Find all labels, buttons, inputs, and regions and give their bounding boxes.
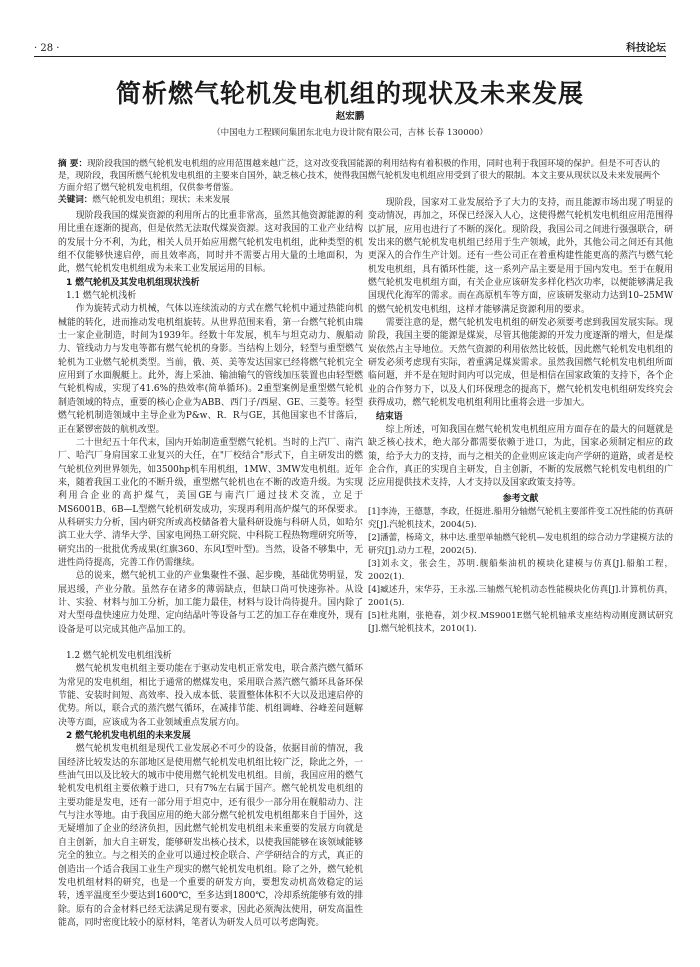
author-affiliation: （中国电力工程顾问集团东北电力设计院有限公司，吉林 长春 130000） — [212, 128, 488, 138]
abstract-text: 现阶段我国的燃气轮机发电机组的应用范围越来越广泛，这对改变我国能源的利用结构有着积极的作用，同时也利于我国环境的保护。但是不可否认的是，现阶段，我国所燃气轮机发电机组的主要来自国外，缺乏核心技术，使得我国燃气轮机发电机组应用受到了很大的限制。本文主要从现状以及未来发展两个方面介绍了燃气轮机发电机组，仅供参考借鉴。 — [58, 159, 660, 193]
reference-item: [1]李涛，王德慧，李政，任挺进.船用分轴燃气轮机主要部件变工况性能的仿真研究[J].汽轮机技术，2004(5). — [368, 506, 673, 530]
column-right — [368, 197, 673, 636]
section-1-1-paragraph-2: 二十世纪五十年代末，国内开始制造重型燃气轮机。当时的上汽厂、南汽厂、哈汽厂身肩国家工业复兴的大任，在"厂校结合"形式下，自主研发出的燃气轮机位列世界领先，如3500hp机车用机组，1MW、3MW发电机组。近年来，随着我国工业化的不断升级，重型燃气轮机也在不断的改造升级。为实现利用合企业的高护煤气，美国GE与南汽厂通过技术交流，立足于MS6001B、6B—L型燃气轮机研发成功，实现再利用高炉煤气的环保要求。从科研实力分析，国内研究所或高校储备着大量科研设施与科研人员，如哈尔滨工业大学、清华大学、国家电网热工研究院、中科院工程热物理研究所等，研究出的一批批优秀成果(红旗360、东风Ⅰ型叶型)。当然，设备不够集中，无进性尚待提高，完善工作仍需继续。 — [58, 437, 363, 568]
section-1-1-paragraph-3: 总的说来，燃气轮机工业的产业集聚性不强、起步晚，基础优势明显，发展迟缓，产业分散。虽然存在诸多的薄弱缺点，但缺口尚可快速弥补。从设计、实验、材料与加工分析，加工能力最佳，材料与设计尚待提升。国内除了对大型母盘快速应力处理、定向结晶叶等设备与工艺的加工存在难度外，现有设备是可以完成其他产品加工的。 — [58, 571, 363, 635]
section-2-heading: 2 燃气轮机发电机组的未来发展 — [66, 731, 191, 742]
reference-item: [5]杜兆刚，张艳春，刘少权.MS9001E燃气轮机轴承支座结构动刚度测试研究[J].燃气轮机技术，2010(1). — [368, 610, 673, 634]
page-number: · 28 · — [34, 43, 60, 54]
article-title: 简析燃气轮机发电机组的现状及未来发展 — [115, 79, 584, 108]
references-heading: 参考文献 — [502, 493, 539, 504]
column-left — [58, 210, 363, 930]
reference-item: [2]潘蕾，杨琦文，林中达.重型单轴燃气轮机—发电机组的综合动力学建模方法的研究[J].动力工程，2002(5). — [368, 532, 673, 556]
section-1-1-heading: 1.1 燃气轮机浅析 — [66, 291, 137, 302]
journal-name: 科技论坛 — [626, 43, 666, 54]
section-1-heading: 1 燃气轮机及其发电机组现状浅析 — [66, 277, 200, 288]
section-2-paragraph-3: 需要注意的是，燃气轮机发电机组的研发必须要考虑到我国发展实际。现阶段，我国主要的能源是煤炭，尽管其他能源的开发力度逐渐的增大，但是煤炭依然占主导地位。天然气资源的利用依然比较低，因此燃气轮机发电机组的研发必须考虑现有实际，着重满足煤炭需求。虽然我国燃气轮机发电机组所面临问题，并不是在短时间内可以完成，但是相信在国家政策的支持下，各个企业的合作努力下，以及人们环保理念的提高下，燃气轮机发电机组研发终究会获得成功，燃气轮机发电机组利用比重将会进一步加大。 — [368, 318, 673, 409]
reference-item: [4]臧述升，宋华芬，王永泓.三轴燃气轮机动态性能模块化仿真[J].计算机仿真，2001(5). — [368, 584, 673, 608]
section-2-paragraph-2: 现阶段，国家对工业发展给予了大力的支持，而且能源市场出现了明显的变动情况，再加之，环保已经深入人心，这使得燃气轮机发电机组应用范围得以扩展，应用也进行了不断的深化。现阶段，我国公司之间进行强强联合，研发出来的燃气轮机发电机组已经用于生产领域，此外，其他公司之间还有其他更深入的合作生产计划。还有一些公司正在着重构建性能更高的蒸汽与燃气轮机发电机组，具有循环性能，这一系列产品主要是用于国内发电。至于在舰用燃气轮机发电机组方面，有关企业应该研发多样化档次功率，以便能够满足我国现代化海军的需求。而在高原机车等方面，应该研发驱动力达到10–25MW的燃气轮机发电机组，这样才能够满足资源利用的要求。 — [368, 198, 673, 315]
intro-paragraph: 现阶段我国的煤炭资源的利用所占的比重非常高，虽然其他资源能源的利用比重在逐渐的提高，但是依然无法取代煤炭资源。这对我国的工业产业结构的发展十分不利，为此，相关人员开始应用燃气轮机发电机组，此种类型的机组不仅能够快速启停，而且效率高，同时并不需要占用大量的土地面积，为此，燃气轮机发电机组成为未来工业发展运用的目标。 — [58, 211, 363, 275]
reference-item: [3]刘永文，张会生，苏明.舰船柴油机的模块化建模与仿真[J].船舶工程，2002(1). — [368, 558, 673, 582]
abstract-label: 摘 要： — [58, 159, 88, 169]
conclusion-heading: 结束语 — [376, 411, 403, 422]
conclusion-paragraph: 综上所述，可知我国在燃气轮机发电机组应用方面存在的最大的问题就是缺乏核心技术，绝大部分都需要依赖于进口，为此，国家必须制定相应的政策，给予大力的支持，而与之相关的企业则应该走向产学研的道路，或者是校企合作，真正的实现自主研发，自主创新，不断的发展燃气轮机发电机组的广泛应用提供技术支持，人才支持以及国家政策支持等。 — [368, 424, 673, 489]
section-1-1-paragraph-1: 作为旋转式动力机械，气体以连续流动的方式在燃气轮机中通过热能向机械能的转化，进而推动发电机组旋转。从世界范围来看，第一台燃气轮机由瑞士一家企业制造，时间为1939年。经数十年发展，机车与坦克动力、舰船动力、管线动力与发电等都有燃气轮机的身影。当结构上划分，轻型与重型燃气轮机为工业燃气轮机类型。当前，俄、英、美等发达国家已经将燃气轮机完全应用到了水面舰艇上。此外，海上采油、输油输气的管线加压装置也由轻型燃气轮机构成，实现了41.6%的热效率(简单循环)。2重型案例是重型燃气轮机制造领域的特点，重要的核心企业为ABB、西门子/西屋、GE、三菱等。轻型燃气轮机制造领域中主导企业为P&w、R．R与GE，其他国家也不甘落后，正在紧锣密鼓的航机改型。 — [58, 304, 363, 435]
author-name: 赵宏鹏 — [335, 111, 365, 122]
abstract — [58, 158, 660, 194]
section-1-2-paragraph: 燃气轮机发电机组主要功能在于驱动发电机正常发电，联合蒸汽燃气循环为常见的发电机组，相比于通常的燃煤发电，采用联合蒸汽燃气循环具备环保节能、安装时间短、高效率、投入成本低、装置整体体积不大以及迅速启停的优势。所以，联合式的蒸汽燃气循环，在减排节能、机组调峰、谷峰差问题解决等方面，应该成为各工业领域重点发展方向。 — [58, 664, 363, 728]
running-header — [34, 34, 666, 57]
section-1-2-heading: 1.2 燃气轮机发电机组浅析 — [66, 651, 172, 661]
keywords-label: 关键词： — [58, 195, 93, 205]
section-2-paragraph-1: 燃气轮机发电机组是现代工业发展必不可少的设备，依据目前的情况，我国经济比较发达的东部地区是使用燃气轮机发电机组比较广泛，除此之外，一些油气田以及比较大的城市中使用燃气轮机发电机组。目前，我国应用的燃气轮机发电机组主要依赖于进口，只有7%左右属于国产。燃气轮机发电机组的主要功能是发电，还有一部分用于坦克中，还有很少一部分用在舰船动力、注气与注水等地。由于我国应用的绝大部分燃气轮机发电机组都来自于国外，这无疑增加了企业的经济负担，因此燃气轮机发电机组未来重要的发展方向就是自主创新，加大自主研发，能够研发出核心技术，以使我国能够在该领域能够完全的独立。与之相关的企业可以通过校企联合、产学研结合的方式，真正的创造出一个适合我国工业生产现实的燃气轮机发电机组。除了之外，燃气轮机发电机组材料的研究，也是一个重要的研发方向，要想发动机高效稳定的运转，透平温度至少要达到1600℃，至多达到1800℃，冷却系统能够有效的排除。原有的合金材料已经无法满足现有要求，因此必须淘汰使用，研发高温性能高，同时密度比较小的原材料，笔者认为研发人员可以考虑陶瓷。 — [58, 744, 363, 928]
keywords-text: 燃气轮机发电机组；现状；未来发展 — [92, 195, 230, 205]
